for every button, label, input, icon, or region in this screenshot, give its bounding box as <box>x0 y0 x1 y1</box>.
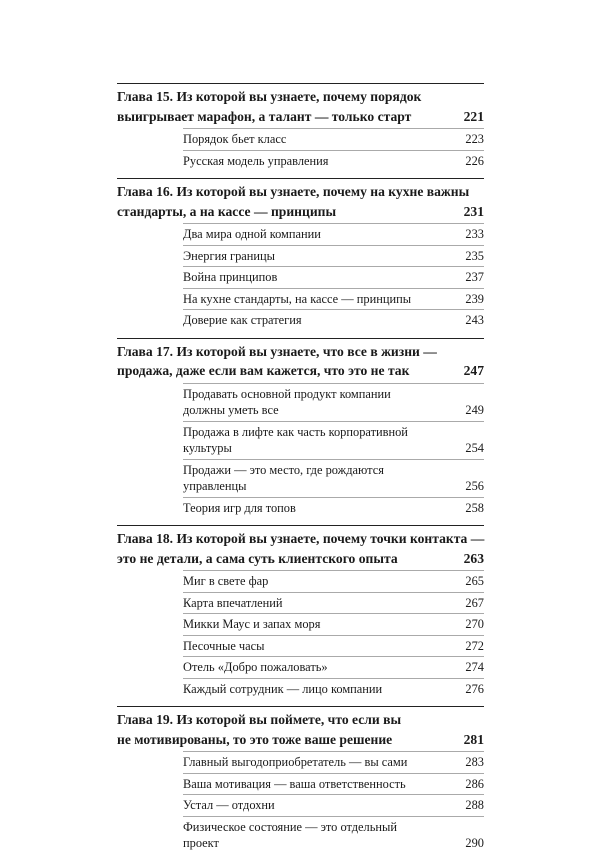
section-title: Доверие как стратегия <box>183 313 302 327</box>
section-page-number: 276 <box>465 681 484 696</box>
section-title: Продажи — это место, где рождаются управленцы <box>183 462 384 493</box>
section-page-number: 290 <box>465 836 484 850</box>
section-title: Продавать основной продукт компании должны уметь все <box>183 386 391 417</box>
section-page-number: 243 <box>465 313 484 327</box>
section-page-number: 270 <box>465 617 484 631</box>
section-page-number: 288 <box>465 798 484 812</box>
section-item <box>183 635 484 657</box>
section-title: Физическое состояние — это отдельный проект <box>183 819 397 850</box>
chapter-page-number: 263 <box>463 550 484 566</box>
section-item <box>183 288 484 310</box>
section-list <box>117 751 484 854</box>
section-title: Порядок бьет класс <box>183 132 287 146</box>
section-item <box>183 773 484 795</box>
chapter-title-line2: это не детали, а сама суть клиентского опыта <box>117 550 398 566</box>
section-item <box>183 150 484 172</box>
section-item <box>183 794 484 816</box>
section-title: На кухне стандарты, на кассе — принципы <box>183 291 412 306</box>
section-item <box>183 678 484 700</box>
chapter-title-line2: стандарты, а на кассе — принципы <box>117 203 337 219</box>
section-page-number: 256 <box>465 479 484 493</box>
chapter-title-row <box>117 202 484 222</box>
section-list <box>117 128 484 171</box>
chapter-page-number: 281 <box>463 731 484 747</box>
chapter-title-line1: Глава 19. Из которой вы поймете, что если вы <box>117 712 402 727</box>
section-title: Два мира одной компании <box>183 227 321 241</box>
chapter-page-number: 221 <box>463 108 484 124</box>
section-list <box>117 383 484 519</box>
section-item <box>183 223 484 245</box>
chapter-16 <box>117 178 484 331</box>
chapter-title-line1: Глава 18. Из которой вы узнаете, почему точки контакта — <box>117 531 485 546</box>
section-item <box>183 816 484 854</box>
chapter-title-row <box>117 549 484 569</box>
chapter-title-line2: выигрывает марафон, а талант — только старт <box>117 108 412 124</box>
section-page-number: 283 <box>465 755 484 769</box>
section-page-number: 267 <box>465 595 484 610</box>
section-page-number: 286 <box>465 776 484 791</box>
section-page-number: 272 <box>465 638 484 653</box>
chapter-title-line1: Глава 16. Из которой вы узнаете, почему на кухне важны <box>117 184 470 199</box>
chapter-19 <box>117 706 484 854</box>
section-item <box>183 459 484 497</box>
section-list <box>117 223 484 331</box>
chapter-title-line2: продажа, даже если вам кажется, что это не так <box>117 363 410 378</box>
section-title: Главный выгодоприобретатель — вы сами <box>183 755 408 769</box>
section-page-number: 258 <box>465 500 484 515</box>
section-title: Энергия границы <box>183 248 276 263</box>
section-page-number: 239 <box>465 291 484 306</box>
table-of-contents <box>117 83 484 861</box>
section-item <box>183 128 484 150</box>
section-page-number: 235 <box>465 248 484 263</box>
section-title: Продажа в лифте как часть корпоративной культуры <box>183 424 408 455</box>
chapter-page-number: 231 <box>463 203 484 219</box>
section-item <box>183 751 484 773</box>
section-page-number: 265 <box>465 574 484 588</box>
section-title: Каждый сотрудник — лицо компании <box>183 681 383 696</box>
section-item <box>183 592 484 614</box>
chapter-title-row <box>117 730 484 750</box>
section-title: Ваша мотивация — ваша ответственность <box>183 776 406 791</box>
section-title: Отель «Добро пожаловать» <box>183 660 328 674</box>
section-list <box>117 570 484 699</box>
chapter-title-line1: Глава 17. Из которой вы узнаете, что все в жизни — <box>117 343 437 359</box>
chapter-title-line1: Глава 15. Из которой вы узнаете, почему порядок <box>117 89 422 104</box>
chapter-17 <box>117 338 484 519</box>
section-item <box>183 570 484 592</box>
section-title: Русская модель управления <box>183 153 329 168</box>
section-title: Микки Маус и запах моря <box>183 617 321 631</box>
section-item <box>183 497 484 519</box>
chapter-title-row <box>117 361 484 381</box>
section-page-number: 249 <box>465 403 484 417</box>
section-item <box>183 309 484 331</box>
section-item <box>183 613 484 635</box>
section-title: Теория игр для топов <box>183 500 296 515</box>
section-title: Песочные часы <box>183 638 265 653</box>
section-item <box>183 383 484 421</box>
section-page-number: 233 <box>465 227 484 241</box>
section-item <box>183 421 484 459</box>
section-title: Устал — отдохни <box>183 798 275 812</box>
section-page-number: 226 <box>465 153 484 168</box>
section-page-number: 254 <box>465 441 484 455</box>
section-item <box>183 245 484 267</box>
section-title: Миг в свете фар <box>183 574 269 588</box>
chapter-title-row <box>117 107 484 127</box>
section-title: Карта впечатлений <box>183 595 283 610</box>
chapter-title-line2: не мотивированы, то это тоже ваше решение <box>117 731 393 747</box>
chapter-18 <box>117 525 484 699</box>
section-page-number: 223 <box>465 132 484 146</box>
section-page-number: 274 <box>465 660 484 674</box>
section-item <box>183 266 484 288</box>
section-page-number: 237 <box>465 270 484 284</box>
section-title: Война принципов <box>183 270 278 284</box>
section-item <box>183 656 484 678</box>
chapter-page-number: 247 <box>463 363 484 378</box>
chapter-15 <box>117 83 484 171</box>
